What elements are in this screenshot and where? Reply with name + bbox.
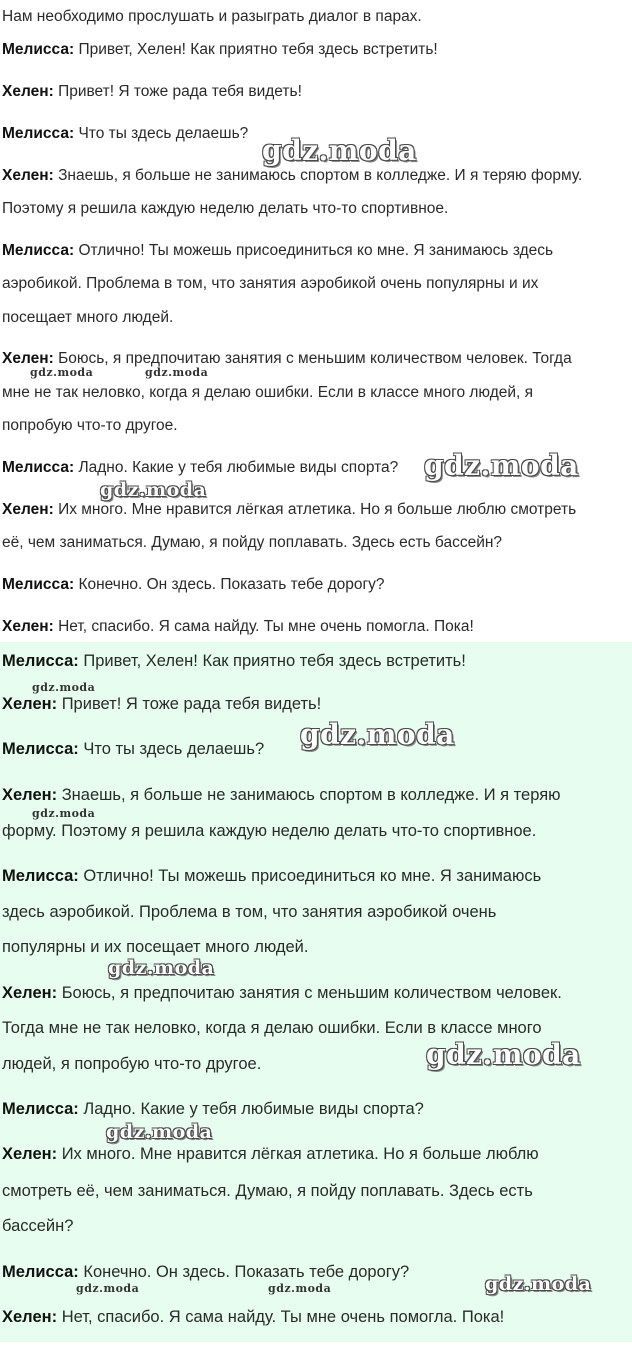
speaker-name: Хелен [2,786,52,804]
speaker-name: Мелисса [2,459,69,476]
speaker-name: Хелен [2,984,52,1002]
dialogue-line-cont: форму. Поэтому я решила каждую неделю делать что-то спортивное. [2,822,537,840]
speaker-name: Хелен [2,167,49,184]
speaker-name: Мелисса [2,125,69,142]
watermark-logo: gdz.moda [145,366,209,379]
line-text: Что ты здесь делаешь? [78,125,249,142]
dialogue-line-cont: смотреть её, чем заниматься. Думаю, я пойду поплавать. Здесь есть [2,1182,533,1200]
line-text: Ладно. Какие у тебя любимые виды спорта? [78,459,399,476]
watermark-logo: gdz.moda [108,957,215,979]
dialogue-line-cont: мне не так неловко, когда я делаю ошибки. Если в классе много людей, я [2,384,534,401]
line-text: Их много. Мне нравится лёгкая атлетика. Но я больше люблю [61,1145,539,1163]
watermark-logo: gdz.moda [300,718,455,751]
dialogue-line: Мелисса: Что ты здесь делаешь? [2,740,265,758]
line-text: Боюсь, я предпочитаю занятия с меньшим количеством человек. [61,984,562,1002]
line-text: Привет, Хелен! Как приятно тебя здесь встретить! [78,41,438,58]
speaker-name: Хелен [2,695,52,713]
dialogue-line: Хелен: Знаешь, я больше не занимаюсь спортом в колледже. И я теряю форму. [2,167,583,184]
line-text: Отлично! Ты можешь присоединиться ко мне. Я занимаюсь здесь [78,242,554,259]
dialogue-line-cont: её, чем заниматься. Думаю, я пойду поплавать. Здесь есть бассейн? [2,534,503,551]
watermark-logo: gdz.moda [32,807,96,820]
dialogue-line: Хелен: Их много. Мне нравится лёгкая атлетика. Но я больше люблю [2,1145,539,1163]
watermark-logo: gdz.moda [268,1282,332,1295]
watermark-logo: gdz.moda [426,1038,581,1071]
speaker-name: Мелисса [2,576,69,593]
line-text: Привет, Хелен! Как приятно тебя здесь встретить! [83,652,466,670]
line-text: Боюсь, я предпочитаю занятия с меньшим количеством человек. Тогда [58,350,572,367]
speaker-name: Мелисса [2,1100,74,1118]
dialogue-line-cont: людей, я попробую что-то другое. [2,1055,262,1073]
dialogue-line: Мелисса: Ладно. Какие у тебя любимые виды спорта? [2,1100,424,1118]
speaker-name: Хелен [2,350,49,367]
task-instruction: Нам необходимо прослушать и разыграть диалог в парах. [2,8,422,25]
watermark-logo: gdz.moda [30,366,94,379]
line-text: Конечно. Он здесь. Показать тебе дорогу? [83,1263,410,1281]
dialogue-line: Мелисса: Привет, Хелен! Как приятно тебя здесь встретить! [2,41,438,58]
dialogue-line-cont: Поэтому я решила каждую неделю делать что-то спортивное. [2,200,449,217]
line-text: Привет! Я тоже рада тебя видеть! [61,695,322,713]
dialogue-line-cont: аэробикой. Проблема в том, что занятия аэробикой очень популярны и их [2,275,539,292]
dialogue-line: Хелен: Привет! Я тоже рада тебя видеть! [2,83,302,100]
watermark-logo: gdz.moda [106,1121,213,1143]
speaker-name: Хелен [2,1308,52,1326]
dialogue-line: Хелен: Их много. Мне нравится лёгкая атлетика. Но я больше люблю смотреть [2,501,577,518]
line-text: Привет! Я тоже рада тебя видеть! [58,83,302,100]
line-text: Конечно. Он здесь. Показать тебе дорогу? [78,576,385,593]
watermark-logo: gdz.moda [32,681,96,694]
dialogue-line: Хелен: Знаешь, я больше не занимаюсь спортом в колледже. И я теряю [2,786,561,804]
dialogue-line: Хелен: Нет, спасибо. Я сама найду. Ты мне очень помогла. Пока! [2,1308,505,1326]
dialogue-line-cont: Тогда мне не так неловко, когда я делаю ошибки. Если в классе много [2,1019,542,1037]
dialogue-line-cont: популярны и их посещает много людей. [2,938,309,956]
dialogue-line: Мелисса: Привет, Хелен! Как приятно тебя здесь встретить! [2,652,466,670]
watermark-logo: gdz.moda [76,1282,140,1295]
task-dialogue-section [0,0,632,642]
speaker-name: Мелисса [2,867,74,885]
dialogue-line: Мелисса: Отлично! Ты можешь присоединиться ко мне. Я занимаюсь здесь [2,242,554,259]
dialogue-line-cont: попробую что-то другое. [2,417,178,434]
line-text: Знаешь, я больше не занимаюсь спортом в колледже. И я теряю форму. [58,167,583,184]
speaker-name: Мелисса [2,242,69,259]
dialogue-line: Мелисса: Конечно. Он здесь. Показать тебе дорогу? [2,576,385,593]
speaker-name: Мелисса [2,740,74,758]
line-text: Что ты здесь делаешь? [83,740,265,758]
speaker-name: Мелисса [2,41,69,58]
speaker-name: Хелен [2,83,49,100]
watermark-logo: gdz.moda [485,1273,592,1295]
answer-section [0,642,632,1342]
dialogue-line: Хелен: Привет! Я тоже рада тебя видеть! [2,695,322,713]
line-text: Нет, спасибо. Я сама найду. Ты мне очень помогла. Пока! [58,618,474,635]
line-text: Отлично! Ты можешь присоединиться ко мне. Я занимаюсь [83,867,542,885]
speaker-name: Хелен [2,1145,52,1163]
dialogue-line-cont: здесь аэробикой. Проблема в том, что занятия аэробикой очень [2,903,497,921]
dialogue-line: Хелен: Боюсь, я предпочитаю занятия с меньшим количеством человек. [2,984,562,1002]
dialogue-line-cont: посещает много людей. [2,309,174,326]
speaker-name: Хелен [2,501,49,518]
dialogue-line: Мелисса: Отлично! Ты можешь присоединиться ко мне. Я занимаюсь [2,867,542,885]
speaker-name: Мелисса [2,1263,74,1281]
dialogue-line: Хелен: Нет, спасибо. Я сама найду. Ты мне очень помогла. Пока! [2,618,474,635]
line-text: Знаешь, я больше не занимаюсь спортом в колледже. И я теряю [61,786,561,804]
dialogue-line: Хелен: Боюсь, я предпочитаю занятия с меньшим количеством человек. Тогда [2,350,572,367]
watermark-logo: gdz.moda [424,449,579,482]
dialogue-line: Мелисса: Что ты здесь делаешь? [2,125,249,142]
line-text: Нет, спасибо. Я сама найду. Ты мне очень помогла. Пока! [61,1308,505,1326]
line-text: Ладно. Какие у тебя любимые виды спорта? [83,1100,424,1118]
dialogue-line: Мелисса: Ладно. Какие у тебя любимые виды спорта? [2,459,399,476]
watermark-logo: gdz.moda [262,134,417,167]
watermark-logo: gdz.moda [100,479,207,501]
dialogue-line: Мелисса: Конечно. Он здесь. Показать тебе дорогу? [2,1263,410,1281]
line-text: Их много. Мне нравится лёгкая атлетика. Но я больше люблю смотреть [58,501,577,518]
speaker-name: Хелен [2,618,49,635]
speaker-name: Мелисса [2,652,74,670]
dialogue-line-cont: бассейн? [2,1217,74,1235]
